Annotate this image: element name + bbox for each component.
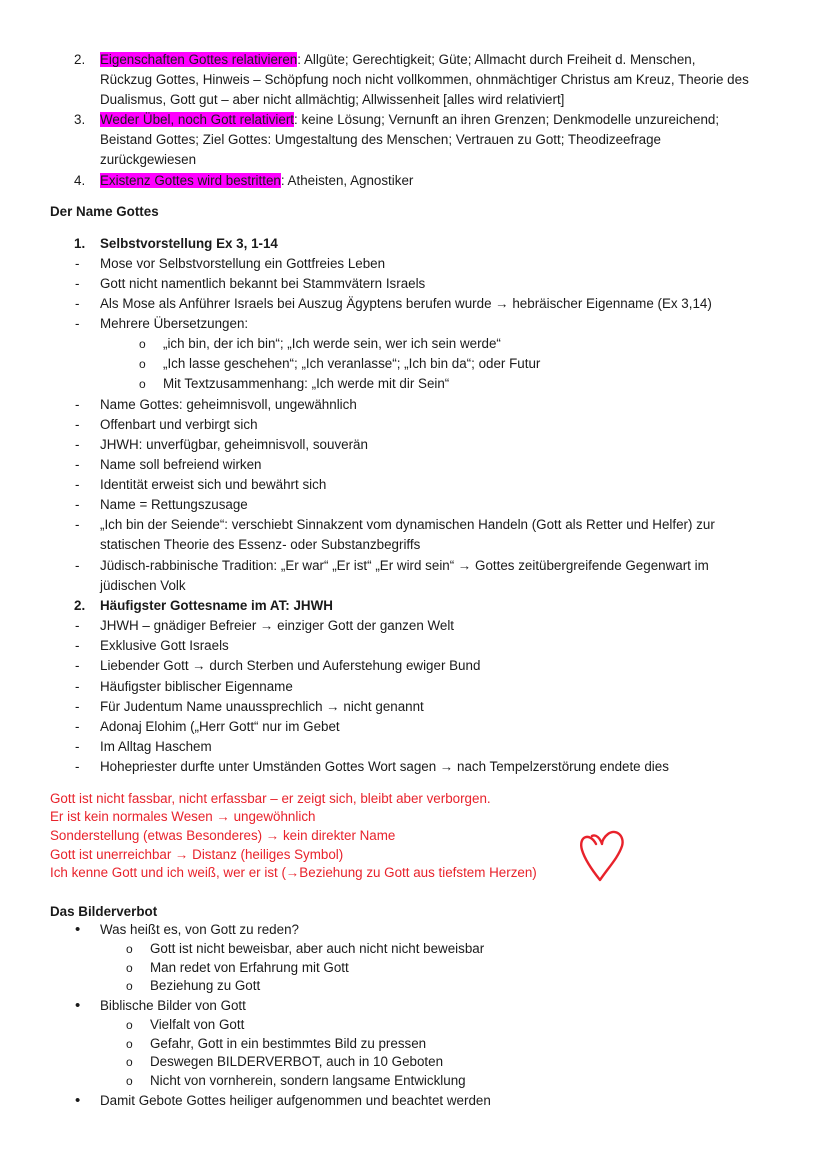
item-text: Damit Gebote Gottes heiliger aufgenommen und beachtet werden xyxy=(100,1093,491,1108)
item-text: Häufigster biblischer Eigenname xyxy=(100,679,293,694)
dash-bullet: - xyxy=(75,618,80,633)
bullet-dot: • xyxy=(75,997,81,1014)
dash-bullet: - xyxy=(75,679,80,694)
circle-bullet: o xyxy=(126,942,133,956)
list-text: Rückzug Gottes, Hinweis – Schöpfung noch nicht vollkommen, ohnmächtiger Christus am Kreuz, Theorie des xyxy=(100,72,749,87)
list-number: 1. xyxy=(74,236,86,251)
dash-bullet: - xyxy=(75,276,80,291)
item-text: statischen Theorie des Essenz- oder Substanzbegriffs xyxy=(100,537,421,552)
item-text: Exklusive Gott Israels xyxy=(100,638,229,653)
item-text: Gefahr, Gott in ein bestimmtes Bild zu pressen xyxy=(150,1036,427,1051)
highlighted-text: Existenz Gottes wird bestritten xyxy=(100,173,281,188)
dash-bullet: - xyxy=(75,457,80,472)
list-text: Beistand Gottes; Ziel Gottes: Umgestaltung des Menschen; Vertrauen zu Gott; Theodizeefrage xyxy=(100,132,661,147)
dash-bullet: - xyxy=(75,699,80,714)
dash-bullet: - xyxy=(75,739,80,754)
item-text: Jüdisch-rabbinische Tradition: „Er war“ „Er ist“ „Er wird sein“ → Gottes zeitübergreifende Gegenwart im xyxy=(100,558,709,573)
item-text: Gott nicht namentlich bekannt bei Stammvätern Israels xyxy=(100,276,426,291)
item-text: Für Judentum Name unaussprechlich → nicht genannt xyxy=(100,699,424,714)
item-text: Name soll befreiend wirken xyxy=(100,457,262,472)
circle-bullet: o xyxy=(139,337,146,351)
dash-bullet: - xyxy=(75,296,80,311)
list-number: 3. xyxy=(74,112,86,127)
list-text: : Allgüte; Gerechtigkeit; Güte; Allmacht durch Freiheit d. Menschen, xyxy=(297,52,696,67)
item-text: Mose vor Selbstvorstellung ein Gottfreies Leben xyxy=(100,256,386,271)
item-text: jüdischen Volk xyxy=(100,578,186,593)
highlighted-text: Weder Übel, noch Gott relativiert xyxy=(100,112,295,127)
list-number: 4. xyxy=(74,173,86,188)
item-text: Gott ist nicht beweisbar, aber auch nicht nicht beweisbar xyxy=(150,941,485,956)
circle-bullet: o xyxy=(139,357,146,371)
dash-bullet: - xyxy=(75,316,80,331)
circle-bullet: o xyxy=(126,1055,133,1069)
item-text: Mehrere Übersetzungen: xyxy=(100,316,249,331)
note-text: Gott ist nicht fassbar, nicht erfassbar – er zeigt sich, bleibt aber verborgen. xyxy=(50,791,491,806)
item-text: Man redet von Erfahrung mit Gott xyxy=(150,960,349,975)
item-text: Als Mose als Anführer Israels bei Auszug Ägyptens berufen wurde → hebräischer Eigenname (Ex 3,14) xyxy=(100,296,712,311)
item-text: Name Gottes: geheimnisvoll, ungewähnlich xyxy=(100,397,357,412)
list-text: : keine Lösung; Vernunft an ihren Grenzen; Denkmodelle unzureichend; xyxy=(294,112,720,127)
item-text: JHWH – gnädiger Befreier → einziger Gott der ganzen Welt xyxy=(100,618,455,633)
note-text: Ich kenne Gott und ich weiß, wer er ist (→Beziehung zu Gott aus tiefstem Herzen) xyxy=(50,865,537,880)
item-text: Hohepriester durfte unter Umständen Gottes Wort sagen → nach Tempelzerstörung endete dies xyxy=(100,759,669,774)
item-text: Identität erweist sich und bewährt sich xyxy=(100,477,327,492)
item-text: Vielfalt von Gott xyxy=(150,1017,245,1032)
item-text: Mit Textzusammenhang: „Ich werde mit dir Sein“ xyxy=(163,376,450,391)
note-text: Sonderstellung (etwas Besonderes) → kein direkter Name xyxy=(50,828,396,843)
highlighted-text: Eigenschaften Gottes relativieren xyxy=(100,52,298,67)
dash-bullet: - xyxy=(75,477,80,492)
item-text: „Ich lasse geschehen“; „Ich veranlasse“; „Ich bin da“; oder Futur xyxy=(163,356,541,371)
dash-bullet: - xyxy=(75,417,80,432)
item-text: Offenbart und verbirgt sich xyxy=(100,417,258,432)
dash-bullet: - xyxy=(75,638,80,653)
dash-bullet: - xyxy=(75,397,80,412)
bullet-dot: • xyxy=(75,1092,81,1109)
bullet-dot: • xyxy=(75,921,81,938)
dash-bullet: - xyxy=(75,437,80,452)
item-text: Nicht von vornherein, sondern langsame Entwicklung xyxy=(150,1073,466,1088)
item-text: „Ich bin der Seiende“: verschiebt Sinnakzent vom dynamischen Handeln (Gott als Retter und Helfer) zur xyxy=(100,517,715,532)
circle-bullet: o xyxy=(139,377,146,391)
item-text: Im Alltag Haschem xyxy=(100,739,212,754)
list-text: Dualismus, Gott gut – aber nicht allmächtig; Allwissenheit [alles wird relativiert] xyxy=(100,92,565,107)
dash-bullet: - xyxy=(75,558,80,573)
circle-bullet: o xyxy=(126,961,133,975)
item-text: Beziehung zu Gott xyxy=(150,978,261,993)
note-text: Gott ist unerreichbar → Distanz (heiliges Symbol) xyxy=(50,847,344,862)
circle-bullet: o xyxy=(126,1074,133,1088)
item-text: Adonaj Elohim („Herr Gott“ nur im Gebet xyxy=(100,719,340,734)
item-text: Deswegen BILDERVERBOT, auch in 10 Geboten xyxy=(150,1054,444,1069)
dash-bullet: - xyxy=(75,256,80,271)
heading-text: Das Bilderverbot xyxy=(50,904,158,919)
dash-bullet: - xyxy=(75,497,80,512)
dash-bullet: - xyxy=(75,719,80,734)
heart-icon xyxy=(576,826,626,884)
item-text: Liebender Gott → durch Sterben und Auferstehung ewiger Bund xyxy=(100,658,481,673)
dash-bullet: - xyxy=(75,759,80,774)
list-number: 2. xyxy=(74,598,86,613)
item-text: JHWH: unverfügbar, geheimnisvoll, souverän xyxy=(100,437,368,452)
subheading-text: Häufigster Gottesname im AT: JHWH xyxy=(100,598,333,613)
circle-bullet: o xyxy=(126,1018,133,1032)
dash-bullet: - xyxy=(75,658,80,673)
circle-bullet: o xyxy=(126,1037,133,1051)
list-number: 2. xyxy=(74,52,86,67)
heading-text: Der Name Gottes xyxy=(50,204,159,219)
item-text: Was heißt es, von Gott zu reden? xyxy=(100,922,299,937)
note-text: Er ist kein normales Wesen → ungewöhnlich xyxy=(50,809,316,824)
item-text: Biblische Bilder von Gott xyxy=(100,998,246,1013)
item-text: Name = Rettungszusage xyxy=(100,497,248,512)
subheading-text: Selbstvorstellung Ex 3, 1-14 xyxy=(100,236,278,251)
circle-bullet: o xyxy=(126,979,133,993)
list-text: : Atheisten, Agnostiker xyxy=(280,173,414,188)
list-text: zurückgewiesen xyxy=(100,152,197,167)
dash-bullet: - xyxy=(75,517,80,532)
item-text: „ich bin, der ich bin“; „Ich werde sein, wer ich sein werde“ xyxy=(163,336,501,351)
